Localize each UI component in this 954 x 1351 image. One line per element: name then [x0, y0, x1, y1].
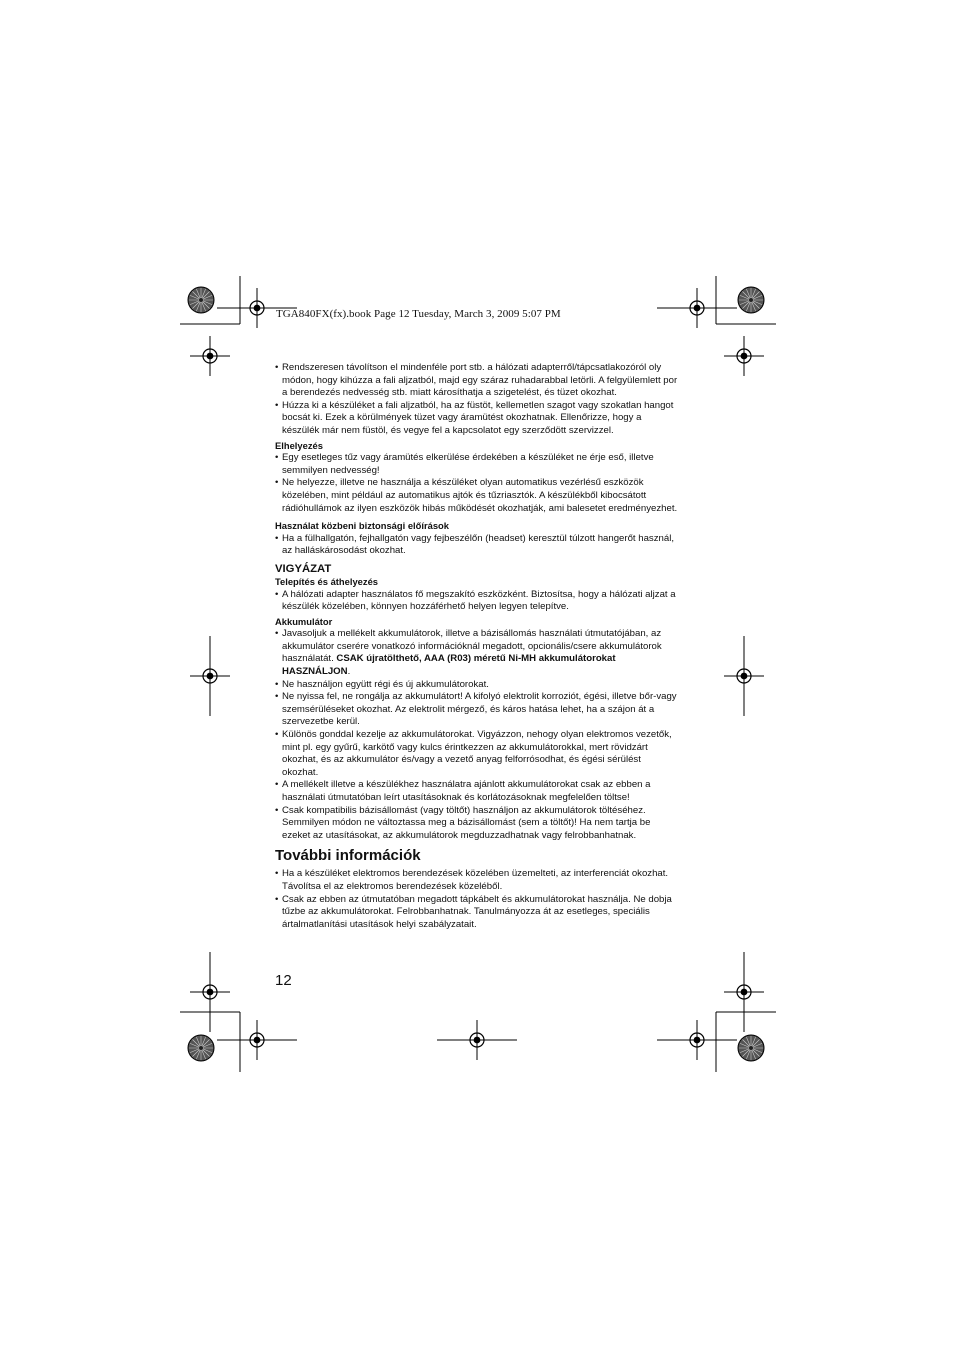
section-title-tovabbi: További információk: [275, 847, 421, 865]
list-item: [275, 691, 679, 729]
list-item: [275, 868, 679, 893]
bullet: •: [275, 362, 279, 373]
bullet: •: [275, 399, 279, 411]
bullet-text: Rendszeresen távolítson el mindenféle port stb. a hálózati adapterről/tápcsatlakozóról oly módon, hogy kihúzza a fali aljzatból, majd egy száraz ruhadarabbal letörli. A felgyülemlett por a berendezés nedvesség stb. miatt károsíthatja a szigetelést, és tüzet okozhat.: [282, 362, 678, 399]
list-item: [275, 477, 679, 515]
page-content: [275, 362, 679, 931]
bullet-text: Ne használjon együtt régi és új akkumulátorokat.: [282, 678, 489, 690]
list-item: [275, 452, 679, 477]
bullet: •: [275, 452, 279, 464]
list-item: [275, 779, 679, 804]
bullet-text: Különös gonddal kezelje az akkumulátorokat. Vigyázzon, nehogy olyan elektromos vezetők, mint pl. egy gyűrű, karkötő vagy kulcs érintkezzen az akkumulátorokkal, mert rövidzárt okozhat, és az akkumulátor és/vagy a vezető anyag felforrósodhat, és égési sérülést okozhat.: [282, 729, 672, 778]
bullet: •: [275, 893, 279, 905]
bullet: •: [275, 729, 279, 741]
bullet: •: [275, 691, 279, 703]
page-number: 12: [275, 972, 292, 989]
list-item: [275, 894, 679, 932]
bullet: •: [275, 868, 279, 880]
list-item: [275, 362, 679, 400]
section-heading-hasznalat: Használat közbeni biztonsági előírások: [275, 520, 450, 532]
bullet-bold-text: CSAK újratölthető, AAA (R03) méretű Ni-MH akkumulátorokat HASZNÁLJON: [282, 653, 616, 678]
bullet-text: Egy esetleges tűz vagy áramütés elkerülése érdekében a készüléket ne érje eső, illetve semmilyen nedvesség!: [282, 452, 654, 476]
section-heading-akkumulator: Akkumulátor: [275, 615, 333, 627]
bullet: •: [275, 804, 279, 816]
bullet-text: Ha a készüléket elektromos berendezések közelében üzemelteti, az interferenciát okozhat. Távolítsa el az elektromos berendezések közeléből.: [282, 868, 669, 892]
book-header: TGA840FX(fx).book Page 12 Tuesday, March 3, 2009 5:07 PM: [276, 308, 561, 320]
bullet: •: [275, 628, 279, 640]
bullet: •: [275, 779, 279, 791]
bullet-text: Húzza ki a készüléket a fali aljzatból, ha az füstöt, kellemetlen szagot vagy szokatlan hangot bocsát ki. Ezek a körülmények tüzet vagy áramütést okozhatnak. Ellenőrizze, hogy a készülék már nem füstöl, és vegye fel a kapcsolatot egy szerződött szervizzel.: [282, 399, 674, 436]
list-item: [275, 533, 679, 558]
list-item: [275, 628, 679, 678]
bullet: •: [275, 532, 279, 544]
section-heading-elhelyezes: Elhelyezés: [275, 439, 323, 451]
bullet: •: [275, 678, 279, 690]
bullet-text: A mellékelt illetve a készülékhez használatra ajánlott akkumulátorokat csak az ebben a használati útmutatóban leírt utasításoknak és korlátozásoknak megfelelően töltse!: [282, 779, 651, 803]
list-item: [275, 400, 679, 438]
bullet: •: [275, 477, 279, 489]
section-heading-telepites: Telepítés és áthelyezés: [275, 575, 379, 587]
bullet-text: Ha a fülhallgatón, fejhallgatón vagy fejbeszélőn (headset) keresztül túlzott hangerőt használ, az halláskárosodást okozhat.: [282, 532, 674, 557]
bullet-text: Ne helyezze, illetve ne használja a készüléket olyan automatikus vezérlésű eszközök közelében, mint például az automatikus ajtók és tűzriasztók. A készülékből kibocsátott rádióhullámok az ilyen eszközök hibás működését okozhatják, ami balesetet eredményezhet.: [282, 477, 678, 514]
list-item: [275, 729, 679, 779]
list-item: [275, 805, 679, 843]
bullet-text: Ne nyissa fel, ne rongálja az akkumulátort! A kifolyó elektrolit korroziót, égési, illetve bőr-vagy szemsérüléseket okozhat. Az elektrolit mérgező, és káros hatása lehet, ha a szájon át a szervezetbe kerül.: [282, 691, 677, 728]
bullet-text: Csak az ebben az útmutatóban megadott tápkábelt és akkumulátorokat használja. Ne dobja tűzbe az akkumulátorokat. Felrobbanhatnak. Tanulmányozza át az esetleges, speciális ártalmatlanítási utasítások helyi szabályzatait.: [282, 893, 672, 930]
list-item: [275, 679, 679, 692]
bullet: •: [275, 588, 279, 600]
bullet-text: Csak kompatibilis bázisállomást (vagy töltőt) használjon az akkumulátorok töltéséhez. Semmilyen módon ne változtassa meg a bázisállomást (sem a töltőt)! Ha nem tartja be ezeket az utasításokat, az akkumulátorok megduzzadhatnak vagy felrobbanhatnak.: [282, 804, 651, 841]
bullet-text: Javasoljuk a mellékelt akkumulátorok, illetve a bázisállomás használati útmutatójában, az akkumulátor cserére vonatkozó információknál megadott, opcionális/csere akkumulátorok használatát.: [282, 628, 662, 665]
list-item: [275, 589, 679, 614]
bullet-text-end: .: [347, 666, 351, 678]
bullet-text: A hálózati adapter használatos fő megszakító eszközként. Biztosítsa, hogy a hálózati aljzat a készülék közelében, könnyen hozzáférhető helyen legyen telepítve.: [282, 588, 676, 613]
caution-title: VIGYÁZAT: [275, 562, 332, 575]
